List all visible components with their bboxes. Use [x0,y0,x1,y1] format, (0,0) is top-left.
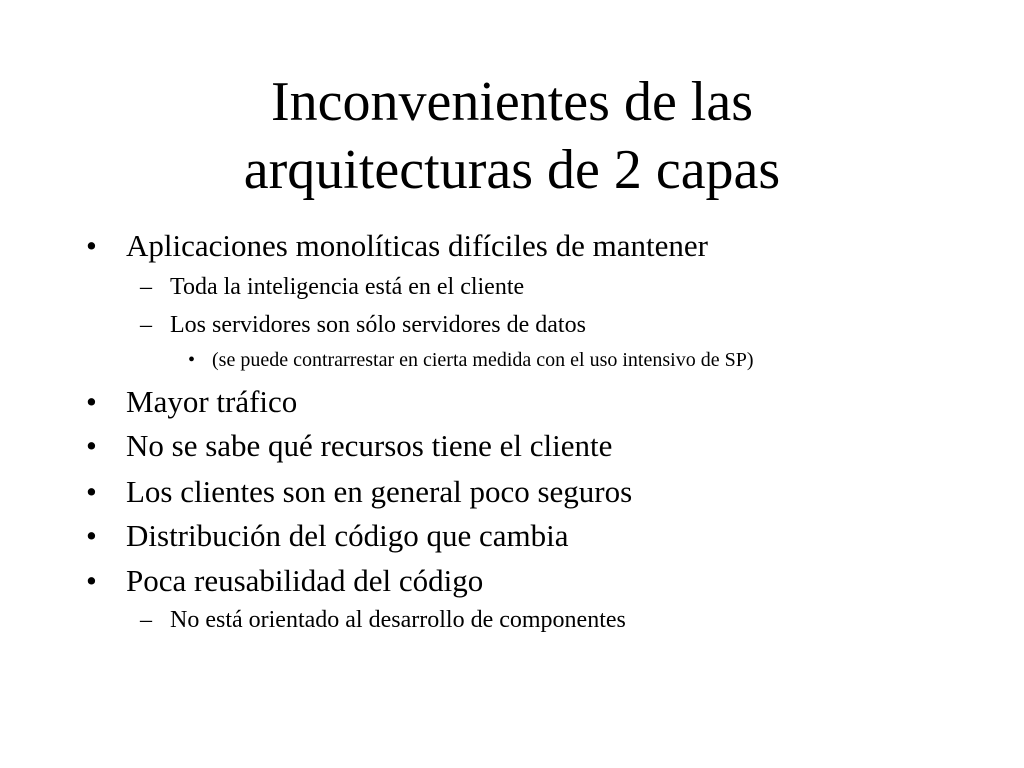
bullet-marker: • [86,563,97,598]
bullet-marker: • [86,428,97,463]
dash-marker: – [140,312,152,338]
bullet-text: Poca reusabilidad del código [126,563,484,598]
sub-sub-bullet-text: (se puede contrarrestar en cierta medida con el uso intensivo de SP) [212,349,754,371]
sub-bullet-text: Los servidores son sólo servidores de datos [170,312,586,338]
sub-bullet-text: Toda la inteligencia está en el cliente [170,274,525,300]
bullet-marker: • [86,384,97,419]
dash-marker: – [140,607,152,633]
bullet-text: Distribución del código que cambia [126,518,569,553]
bullet-text: No se sabe qué recursos tiene el cliente [126,428,613,463]
slide-title-line-1: Inconvenientes de las [270,71,754,133]
bullet-marker: • [86,518,97,553]
bullet-marker: • [86,474,97,509]
bullet-marker: • [188,349,196,371]
bullet-marker: • [86,228,97,263]
slide-title-line-2: arquitecturas de 2 capas [243,139,781,201]
bullet-text: Mayor tráfico [126,384,298,419]
sub-bullet-text: No está orientado al desarrollo de componentes [170,607,626,633]
bullet-text: Aplicaciones monolíticas difíciles de mantener [126,228,708,263]
slide-title [0,68,1024,204]
dash-marker: – [140,274,152,300]
bullet-text: Los clientes son en general poco seguros [126,474,633,509]
